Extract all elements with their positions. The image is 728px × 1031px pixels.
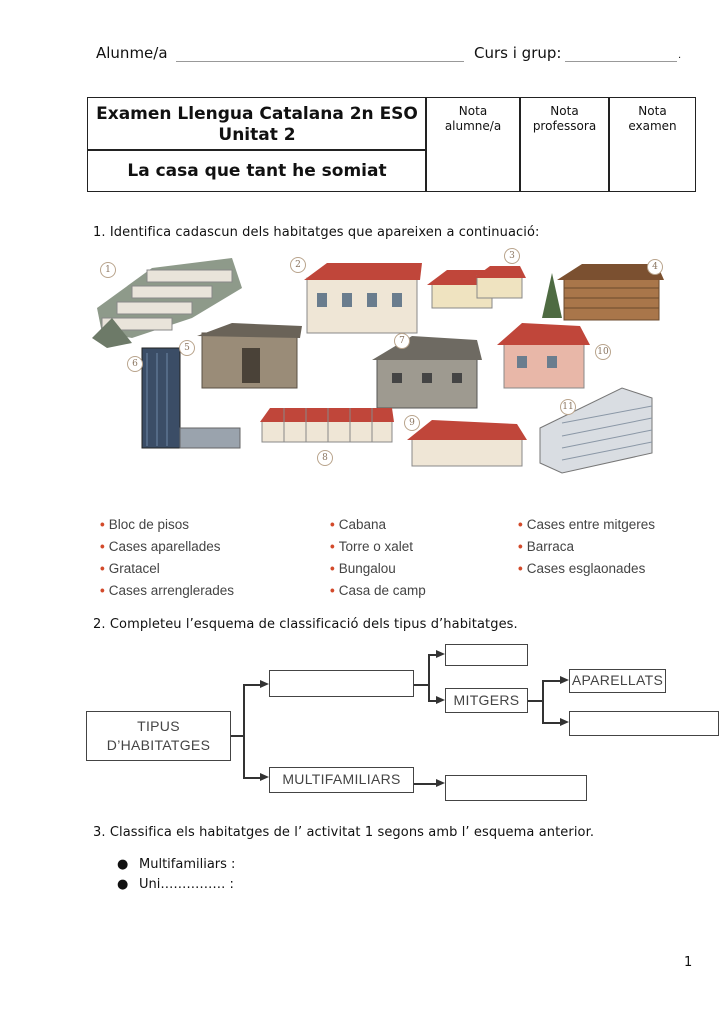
arrow-icon <box>260 680 269 688</box>
bullet-icon: ● <box>117 857 129 872</box>
image-number-6: 6 <box>127 356 143 372</box>
exam-subtitle: La casa que tant he somiat <box>127 161 387 181</box>
grade-student-l2: alumne/a <box>444 119 502 133</box>
grade-exam-l2: examen <box>628 119 677 133</box>
exam-title-line2: Unitat 2 <box>218 125 296 145</box>
grade-student-l1: Nota <box>458 104 488 118</box>
image-number-3: 3 <box>504 248 520 264</box>
question-1: 1. Identifica cadascun dels habitatges que apareixen a continuació: <box>93 225 540 240</box>
word-item: • Gratacel <box>100 561 160 576</box>
question-3: 3. Classifica els habitatges de l’ activitat 1 segons amb l’ esquema anterior. <box>93 825 595 840</box>
arrow-icon <box>560 718 569 726</box>
connector <box>428 654 430 701</box>
word-item: • Cases aparellades <box>100 539 221 554</box>
question-2: 2. Completeu l’esquema de classificació dels tipus d’habitatges. <box>93 617 518 632</box>
connector <box>243 777 261 779</box>
arrow-icon <box>560 676 569 684</box>
image-number-2: 2 <box>290 257 306 273</box>
grade-exam-l1: Nota <box>638 104 667 118</box>
arrow-icon <box>436 779 445 787</box>
word-item: • Cases entre mitgeres <box>518 517 656 532</box>
grade-teacher-l1: Nota <box>550 104 579 118</box>
q3-item-2[interactable] <box>117 877 234 892</box>
exam-title-line1: Examen Llengua Catalana 2n ESO <box>96 104 418 124</box>
image-number-11: 11 <box>560 399 576 415</box>
image-number-5: 5 <box>179 340 195 356</box>
schema-blank-box-1[interactable] <box>269 670 414 697</box>
connector <box>542 680 560 682</box>
schema-aparellats: APARELLATS <box>569 669 666 693</box>
word-item: • Cabana <box>330 517 387 532</box>
schema-mitgers: MITGERS <box>445 688 528 713</box>
page-number: 1 <box>684 955 693 970</box>
arrow-icon <box>436 696 445 704</box>
q3-item-1-label: Multifamiliars : <box>139 857 236 872</box>
q3-item-2-label: Uni…………… : <box>139 877 234 892</box>
word-item: • Casa de camp <box>330 583 426 598</box>
schema-blank-box-4[interactable] <box>569 711 719 736</box>
image-number-4: 4 <box>647 259 663 275</box>
connector <box>528 700 542 702</box>
image-number-10: 10 <box>595 344 611 360</box>
connector <box>414 684 428 686</box>
connector <box>542 680 544 723</box>
word-item: • Cases esglaonades <box>518 561 646 576</box>
schema-blank-box-3[interactable] <box>445 644 528 666</box>
connector <box>414 783 436 785</box>
group-dot: . <box>678 50 682 61</box>
connector <box>243 684 261 686</box>
word-item: • Bungalou <box>330 561 396 576</box>
q3-item-1[interactable] <box>117 857 235 872</box>
schema-blank-box-2[interactable] <box>445 775 587 801</box>
schema-root <box>86 711 231 761</box>
image-number-7: 7 <box>394 333 410 349</box>
schema-multifamiliars: MULTIFAMILIARS <box>269 767 414 793</box>
student-label: Alunme/a <box>96 44 168 62</box>
arrow-icon <box>260 773 269 781</box>
connector <box>542 722 560 724</box>
word-item: • Bloc de pisos <box>100 517 190 532</box>
image-number-8: 8 <box>317 450 333 466</box>
bullet-icon: ● <box>117 877 129 892</box>
word-item: • Torre o xalet <box>330 539 414 554</box>
schema-root-l1: TIPUS <box>137 718 180 734</box>
connector <box>243 684 245 778</box>
connector <box>231 735 243 737</box>
image-number-9: 9 <box>404 415 420 431</box>
word-item: • Cases arrenglerades <box>100 583 235 598</box>
grade-teacher-l2: professora <box>532 119 597 133</box>
arrow-icon <box>436 650 445 658</box>
word-item: • Barraca <box>518 539 575 554</box>
group-label: Curs i grup: <box>474 44 562 62</box>
schema-root-l2: D’HABITATGES <box>106 737 211 753</box>
image-number-1: 1 <box>100 262 116 278</box>
